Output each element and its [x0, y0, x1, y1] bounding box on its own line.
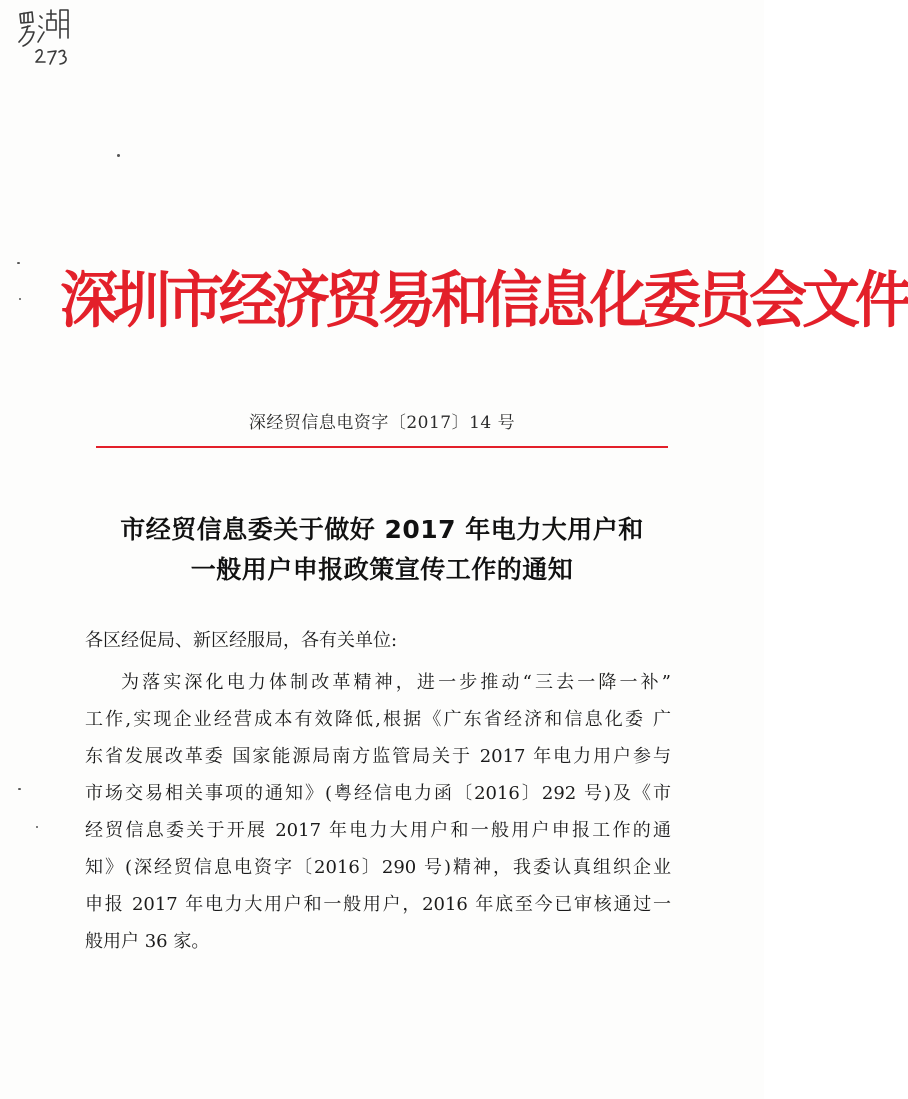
- body-line: 知》(深经贸信息电资字〔2016〕290 号)精神，我委认真组织企业: [85, 857, 671, 878]
- scan-speck: [36, 826, 38, 828]
- body-line: 市场交易相关事项的通知》(粤经信电力函〔2016〕292 号)及《市: [85, 783, 671, 804]
- notice-title-line-2: 一般用户申报政策宣传工作的通知: [190, 555, 574, 584]
- body-line: 工作,实现企业经营成本有效降低,根据《广东省经济和信息化委 广: [85, 709, 671, 730]
- notice-title-line-1: 市经贸信息委关于做好 2017 年电力大用户和: [120, 515, 644, 544]
- notice-title: [60, 510, 704, 590]
- body-line: 为落实深化电力体制改革精神，进一步推动“三去一降一补”: [121, 672, 671, 693]
- scan-speck: [18, 788, 21, 790]
- body-line: 经贸信息委关于开展 2017 年电力大用户和一般用户申报工作的通: [85, 820, 671, 841]
- body-line: 东省发展改革委 国家能源局南方监管局关于 2017 年电力用户参与: [85, 746, 671, 767]
- body-line: 申报 2017 年电力大用户和一般用户，2016 年底至今已审核通过一: [85, 894, 671, 915]
- red-divider-line: [96, 446, 668, 448]
- body-paragraph: [85, 664, 671, 960]
- handwritten-annotation-drawing: [14, 2, 84, 72]
- scan-speck: [17, 262, 20, 264]
- issuing-authority-title: 深圳市经济贸易和信息化委员会文件: [60, 264, 908, 336]
- scan-speck: [19, 298, 21, 300]
- body-line: 般用户 36 家。: [85, 931, 210, 952]
- salutation: 各区经促局、新区经服局，各有关单位:: [85, 630, 398, 651]
- handwritten-annotation: [14, 2, 84, 72]
- scan-speck: [117, 154, 120, 157]
- document-number: 深经贸信息电资字〔2017〕14 号: [248, 413, 516, 433]
